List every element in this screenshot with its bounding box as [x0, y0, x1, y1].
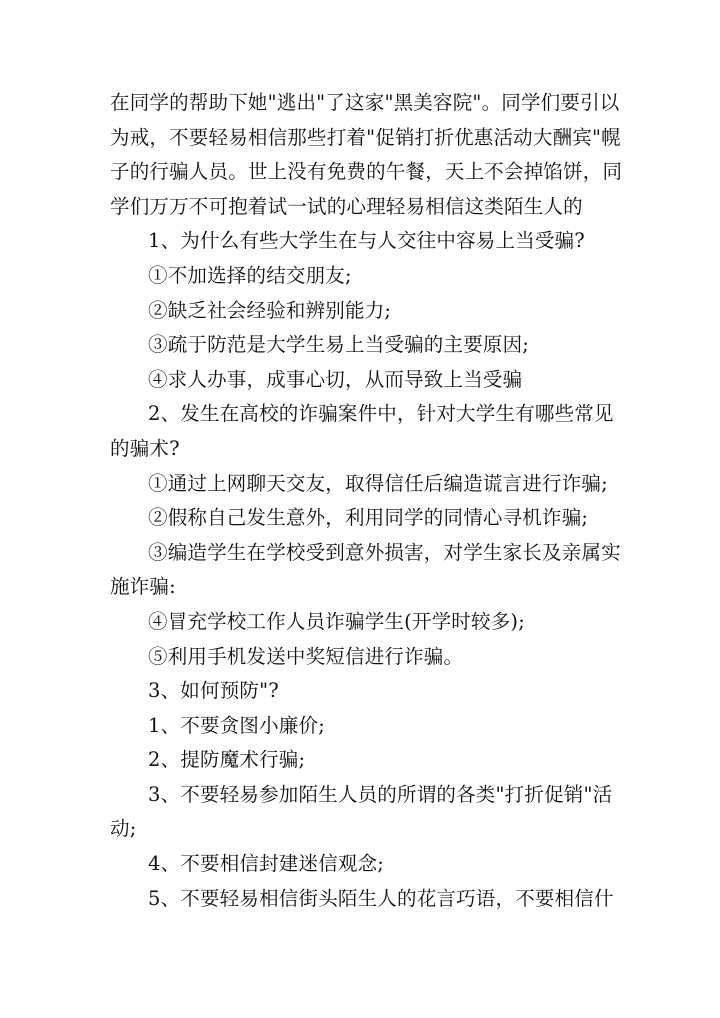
text-line: 动; [110, 817, 137, 841]
document-body [110, 86, 625, 916]
question-heading: 1、为什么有些大学生在与人交往中容易上当受骗? [148, 229, 585, 253]
list-item: 4、不要相信封建迷信观念; [148, 852, 385, 876]
question-heading: 2、发生在高校的诈骗案件中，针对大学生有哪些常见 [148, 402, 614, 426]
list-item: ⑤利用手机发送中奖短信进行诈骗。 [148, 644, 464, 668]
list-item: 5、不要轻易相信街头陌生人的花言巧语，不要相信什 [148, 886, 614, 910]
list-item: ①不加选择的结交朋友; [148, 263, 352, 287]
list-item: ②缺乏社会经验和辨别能力; [148, 298, 392, 322]
text-line: 施诈骗: [110, 575, 176, 599]
text-line: 为戒，不要轻易相信那些打着"促销打折优惠活动大酬宾"幌 [110, 125, 621, 149]
list-item: 2、提防魔术行骗; [148, 748, 306, 772]
list-item: ④冒充学校工作人员诈骗学生(开学时较多); [148, 609, 525, 633]
list-item: 3、不要轻易参加陌生人员的所谓的各类"打折促销"活 [148, 782, 613, 806]
text-line: 在同学的帮助下她"逃出"了这家"黑美容院"。同学们要引以 [110, 91, 620, 114]
question-heading: 3、如何预防"? [148, 679, 279, 703]
text-line: 子的行骗人员。世上没有免费的午餐，天上不会掉馅饼，同 [110, 160, 623, 184]
list-item: 1、不要贪图小廉价; [148, 713, 325, 737]
text-line: 学们万万不可抱着试一试的心理轻易相信这类陌生人的 [110, 194, 583, 218]
text-line: 的骗术? [110, 436, 180, 460]
list-item: ②假称自己发生意外，利用同学的同情心寻机诈骗; [148, 506, 589, 530]
list-item: ①通过上网聊天交友，取得信任后编造谎言进行诈骗; [148, 471, 608, 495]
list-item: ③疏于防范是大学生易上当受骗的主要原因; [148, 333, 530, 357]
list-item: ③编造学生在学校受到意外损害，对学生家长及亲属实 [148, 540, 621, 564]
list-item: ④求人办事，成事心切，从而导致上当受骗 [148, 367, 523, 391]
